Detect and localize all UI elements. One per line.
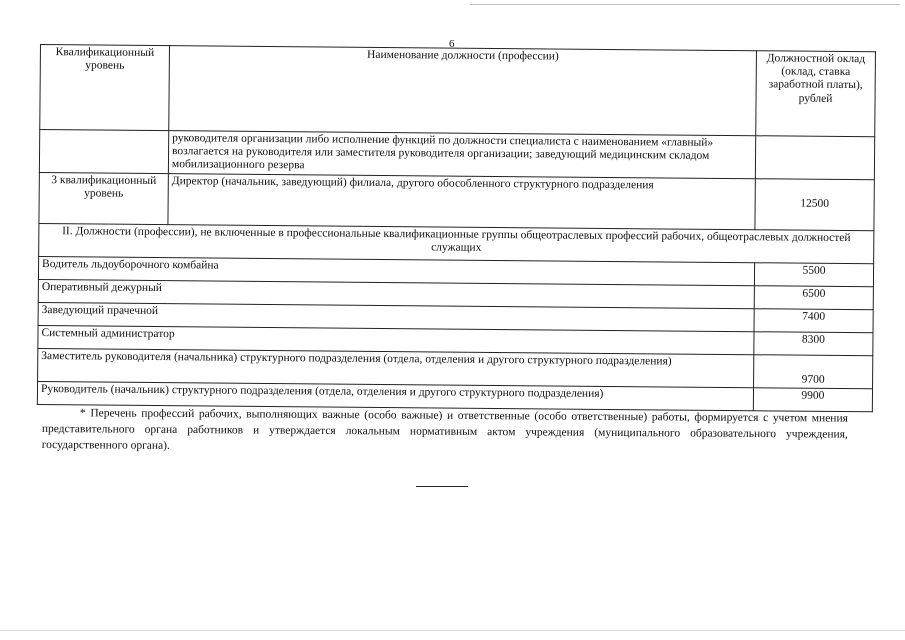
cell-salary: 8300 [754, 332, 873, 356]
cell-level [39, 130, 168, 174]
table-row-continuation [39, 130, 874, 180]
cell-name: Системный администратор [38, 325, 754, 354]
cell-salary: 6500 [754, 286, 873, 310]
cell-salary: 5500 [754, 263, 873, 287]
cell-name: Оперативный дежурный [38, 279, 754, 308]
cell-name: Руководитель (начальник) структурного подразделения (отдела, отделения и другого структурного подразделения) [37, 381, 753, 410]
scan-artifact-bottom [0, 630, 905, 631]
footnote: * Перечень профессий рабочих, выполняющих важные (особо важные) и ответственные (особо ответственные) работы, формируется с учетом мнения представительного органа работников и утверждается локальным нормативным актом учреждения (муниципального образовательного учреждения, государственного органа). [41, 407, 848, 452]
table-header-row [40, 45, 876, 137]
salary-table [37, 44, 876, 412]
cell-salary: 9900 [753, 388, 872, 412]
salary-table-sheet [37, 44, 876, 412]
cell-salary: 7400 [754, 309, 873, 333]
header-name: Наименование должности (профессии) [169, 46, 757, 136]
cell-salary: 12500 [755, 179, 874, 231]
cell-name: Водитель льдоуборочного комбайна [38, 256, 754, 285]
section-heading: II. Должности (профессии), не включенные в профессиональные квалификационные группы общеотраслевых профессий рабочих, общеотраслевых должностей служащих [39, 223, 874, 263]
scan-artifact-top [470, 4, 900, 5]
end-divider [416, 486, 468, 487]
page-number: 6 [449, 38, 455, 50]
header-salary: Должностной оклад (оклад, ставка заработной платы), рублей [756, 51, 876, 137]
header-level: Квалификационный уровень [40, 45, 170, 131]
table-row-level-3 [39, 172, 874, 230]
cell-salary: 9700 [754, 355, 873, 389]
cell-name: руководителя организации либо исполнение функций по должности специалиста с наименованием «главный» возлагается на руководителя или заместителя руководителя организации; заведующий медицинским складом мобилизационного резерва [168, 131, 755, 179]
cell-salary [755, 136, 874, 180]
cell-name: Заведующий прачечной [38, 302, 754, 331]
cell-name: Заместитель руководителя (начальника) структурного подразделения (отдела, отделения и другого структурного подразделения) [38, 348, 754, 387]
cell-name: Директор (начальник, заведующий) филиала, другого обособленного структурного подразделения [168, 174, 755, 230]
cell-level: 3 квалификационный уровень [39, 172, 168, 224]
